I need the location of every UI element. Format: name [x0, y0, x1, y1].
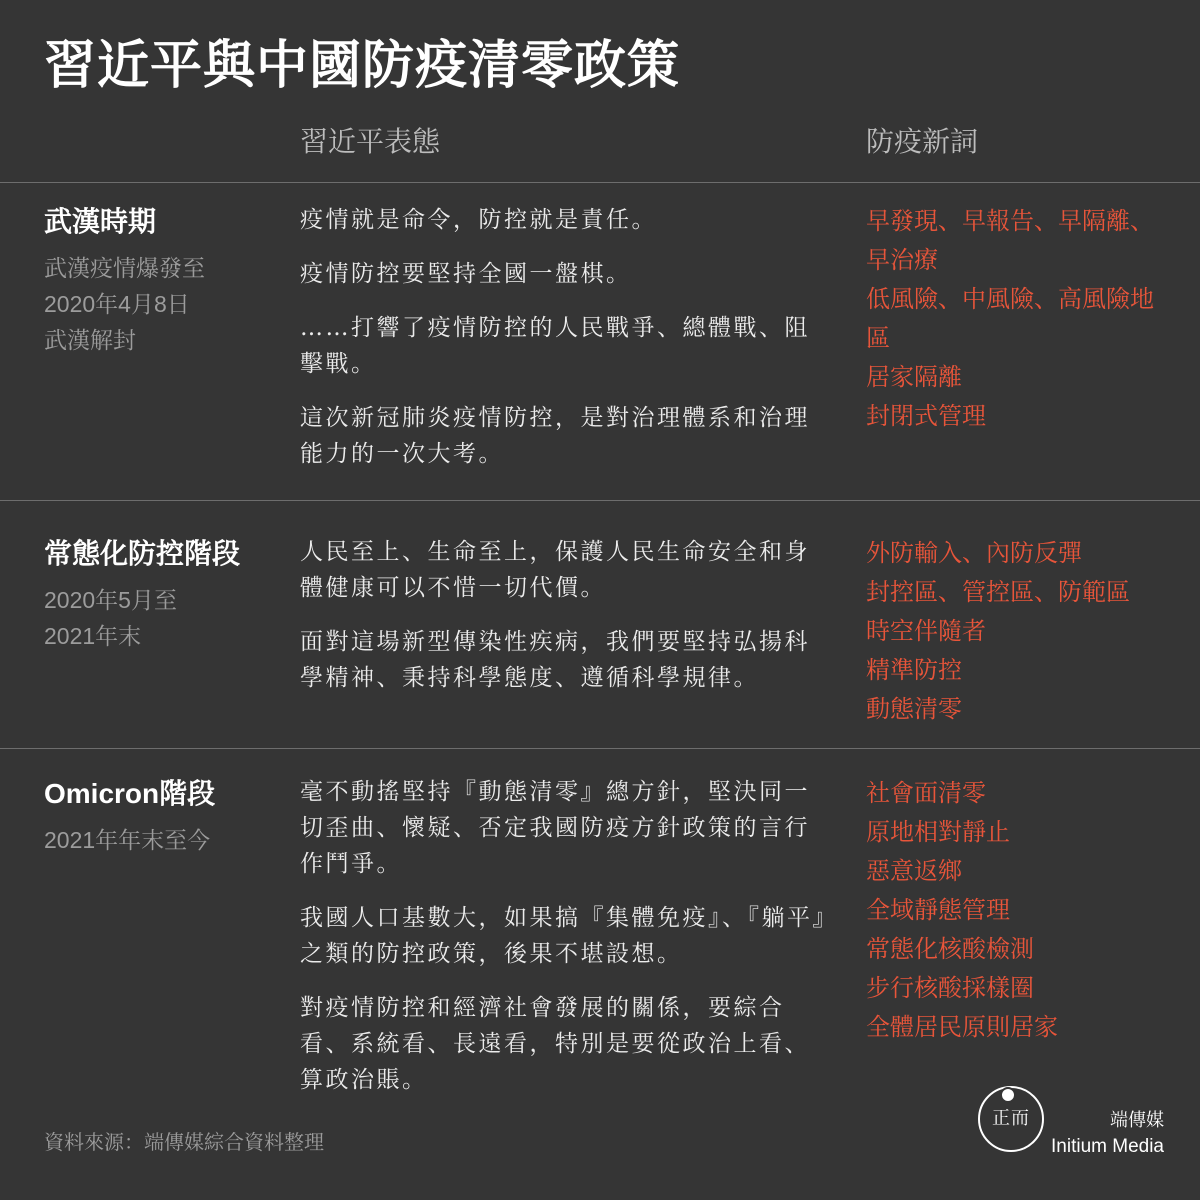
logo-glyph: 正而 — [992, 1108, 1030, 1128]
term: 時空伴隨者 — [866, 618, 986, 645]
brand-name-en: Initium Media — [1051, 1136, 1164, 1157]
period-name: 常態化防控階段 — [44, 538, 241, 569]
quote: 面對這場新型傳染性疾病，我們要堅持弘揚科學精神、秉持科學態度、遵循科學規律。 — [300, 629, 810, 691]
divider — [0, 500, 1200, 501]
term: 原地相對靜止 — [866, 819, 1010, 846]
quote: ……打響了疫情防控的人民戰爭、總體戰、阻擊戰。 — [300, 315, 810, 377]
terms-list — [866, 774, 1171, 1047]
period-name: 武漢時期 — [44, 206, 157, 237]
term: 精準防控 — [866, 657, 962, 684]
term: 社會面清零 — [866, 780, 986, 807]
quotes-list — [300, 534, 832, 714]
term: 惡意返鄉 — [866, 858, 962, 885]
quote: 我國人口基數大，如果搞『集體免疫』、『躺平』之類的防控政策，後果不堪設想。 — [300, 905, 827, 967]
quote: 人民至上、生命至上，保護人民生命安全和身體健康可以不惜一切代價。 — [300, 539, 810, 601]
source-note: 資料來源：端傳媒綜合資料整理 — [44, 1132, 324, 1154]
term: 步行核酸採樣圈 — [866, 975, 1034, 1002]
term: 封控區、管控區、防範區 — [866, 579, 1130, 606]
period-label — [44, 774, 284, 858]
quotes-list — [300, 774, 832, 1116]
quote: 疫情防控要堅持全國一盤棋。 — [300, 261, 632, 287]
quote: 對疫情防控和經濟社會發展的關係，要綜合看、系統看、長遠看，特別是要從政治上看、算政治賬。 — [300, 995, 810, 1093]
brand-name-cn: 端傳媒 — [1110, 1110, 1164, 1130]
period-range-line: 2020年4月8日 — [44, 291, 190, 317]
term: 低風險、中風險、高風險地區 — [866, 286, 1154, 352]
period-label — [44, 202, 284, 358]
term: 外防輸入、內防反彈 — [866, 540, 1082, 567]
period-name: Omicron階段 — [44, 778, 216, 809]
term: 封閉式管理 — [866, 403, 986, 430]
term: 居家隔離 — [866, 364, 962, 391]
terms-list — [866, 202, 1171, 436]
period-range-line: 2021年末 — [44, 623, 142, 649]
quotes-list — [300, 202, 832, 490]
period-range-line: 武漢疫情爆發至 — [44, 255, 205, 281]
term: 動態清零 — [866, 696, 962, 723]
quote: 疫情就是命令，防控就是責任。 — [300, 207, 657, 233]
quote: 這次新冠肺炎疫情防控，是對治理體系和治理能力的一次大考。 — [300, 405, 810, 467]
period-range-line: 2021年年末至今 — [44, 827, 211, 853]
term: 常態化核酸檢測 — [866, 936, 1034, 963]
period-range-line: 武漢解封 — [44, 327, 136, 353]
column-header-terms: 防疫新詞 — [866, 126, 979, 157]
divider — [0, 182, 1200, 183]
page-title: 習近平與中國防疫清零政策 — [44, 37, 681, 95]
period-range-line: 2020年5月至 — [44, 587, 177, 613]
terms-list — [866, 534, 1171, 729]
column-header-quotes: 習近平表態 — [300, 126, 441, 157]
term: 全域靜態管理 — [866, 897, 1010, 924]
period-label — [44, 534, 284, 654]
divider — [0, 748, 1200, 749]
quote: 毫不動搖堅持『動態清零』總方針，堅決同一切歪曲、懷疑、否定我國防疫方針政策的言行作鬥爭。 — [300, 779, 810, 877]
logo-dot — [1000, 1087, 1016, 1103]
term: 全體居民原則居家 — [866, 1014, 1058, 1041]
term: 早發現、早報告、早隔離、早治療 — [866, 208, 1154, 274]
